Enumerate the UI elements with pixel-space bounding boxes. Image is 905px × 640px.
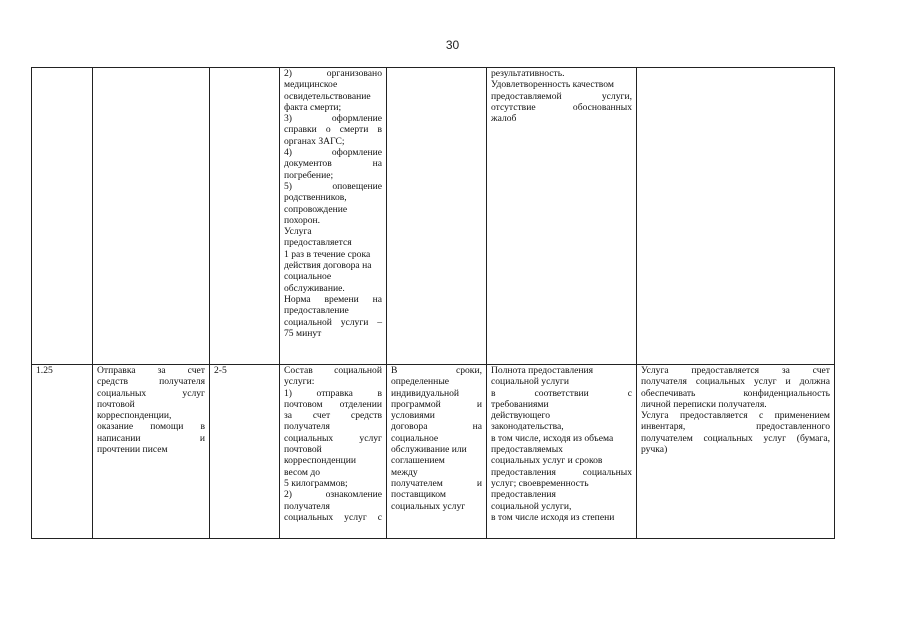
- text-line: обслуживание или: [391, 444, 467, 456]
- text-line: обслуживание.: [284, 282, 345, 294]
- text-line: похорон.: [284, 214, 321, 226]
- text-line: В сроки,: [391, 365, 482, 376]
- text-line: ручка): [641, 444, 668, 456]
- text-line: Состав социальной: [284, 365, 382, 376]
- text-line: предоставление: [284, 305, 349, 317]
- cell-service-name: [93, 365, 210, 539]
- cell-quality-indicators: [487, 68, 637, 365]
- text-line: получателя социальных услуг и должна: [641, 376, 830, 388]
- text-line: медицинское: [284, 79, 338, 91]
- text-line: Отправка за счет: [97, 365, 205, 376]
- text-line: договора на: [391, 421, 482, 433]
- text-line: за счет средств: [284, 410, 382, 422]
- text-line: соглашением: [391, 455, 445, 467]
- text-line: предоставления социальных: [491, 466, 632, 478]
- text-line: Удовлетворенность качеством: [491, 79, 614, 91]
- text-line: 75 минут: [284, 327, 322, 339]
- text-line: законодательства,: [491, 421, 564, 433]
- text-line: Полнота предоставления: [491, 365, 594, 376]
- cell-conditions: [637, 365, 835, 539]
- cell-terms: [387, 365, 487, 539]
- cell-quality-indicators: [487, 365, 637, 539]
- cell-code: 2-5: [210, 365, 280, 539]
- text-line: 2) организовано: [284, 68, 382, 79]
- text-line: в том числе исходя из степени: [491, 511, 615, 523]
- text-line: Услуга предоставляется за счет: [641, 365, 830, 376]
- cell-terms: [387, 68, 487, 365]
- text-line: прочтении писем: [97, 444, 168, 456]
- text-line: факта смерти;: [284, 101, 342, 113]
- text-line: погребение;: [284, 169, 334, 181]
- text-line: 5) оповещение: [284, 180, 382, 192]
- table-row: [32, 365, 835, 539]
- text-line: социальных услуг: [284, 432, 382, 444]
- text-line: почтовой: [97, 398, 135, 410]
- cell-number: 1.25: [32, 365, 93, 539]
- cell-number: [32, 68, 93, 365]
- text-line: получателя: [284, 421, 330, 433]
- cell-service-content: [280, 68, 387, 365]
- text-line: предоставляемых: [491, 444, 563, 456]
- text-line: получателем социальных услуг (бумага,: [641, 432, 830, 444]
- cell-code: [210, 68, 280, 365]
- text-line: услуг; своевременность: [491, 477, 589, 489]
- text-line: документов на: [284, 158, 382, 170]
- text-line: социальное: [284, 271, 332, 283]
- text-line: инвентаря, предоставленного: [641, 421, 830, 433]
- text-line: освидетельствование: [284, 90, 371, 102]
- text-line: программой и: [391, 398, 482, 410]
- cell-service-content: [280, 365, 387, 539]
- text-line: услуги:: [284, 376, 315, 388]
- text-line: оказание помощи в: [97, 421, 205, 433]
- text-line: действующего: [491, 410, 551, 422]
- text-line: получателя: [284, 500, 330, 512]
- text-line: 3) оформление: [284, 113, 382, 125]
- text-line: сопровождение: [284, 203, 348, 215]
- text-line: корреспонденции: [284, 455, 357, 467]
- text-line: личной переписки получателя.: [641, 398, 767, 410]
- text-line: поставщиком: [391, 489, 446, 501]
- text-line: отсутствие обоснованных: [491, 101, 632, 113]
- page-number: 30: [445, 38, 460, 52]
- text-line: в том числе, исходя из объема: [491, 432, 614, 444]
- text-line: справки о смерти в: [284, 124, 382, 136]
- text-line: условиями: [391, 410, 435, 422]
- text-line: требованиями: [491, 398, 549, 410]
- text-line: 2) ознакомление: [284, 489, 382, 501]
- text-line: Услуга: [284, 226, 312, 238]
- text-line: социальных услуг с: [284, 511, 382, 523]
- text-line: определенные: [391, 376, 450, 388]
- text-line: весом до: [284, 466, 320, 478]
- text-line: между: [391, 466, 418, 478]
- text-line: социальных услуг и сроков: [491, 455, 603, 467]
- text-line: индивидуальной: [391, 387, 460, 399]
- text-line: написании и: [97, 432, 205, 444]
- text-line: 5 килограммов;: [284, 477, 348, 489]
- text-line: социальной услуги,: [491, 500, 572, 512]
- text-line: 1 раз в течение срока: [284, 248, 371, 260]
- text-line: почтовом отделении: [284, 398, 382, 410]
- text-line: социальных услуг: [97, 387, 205, 399]
- text-line: родственников,: [284, 192, 347, 204]
- text-line: получателем и: [391, 477, 482, 489]
- text-line: жалоб: [491, 113, 517, 125]
- text-line: почтовой: [284, 444, 322, 456]
- text-line: предоставляемой услуги,: [491, 90, 632, 102]
- cell-conditions: [637, 68, 835, 365]
- text-line: обеспечивать конфиденциальность: [641, 387, 830, 399]
- table-row: [32, 68, 835, 365]
- text-line: корреспонденции,: [97, 410, 172, 422]
- text-line: предоставления: [491, 489, 556, 501]
- text-line: социальных услуг: [391, 500, 466, 512]
- text-line: 1) отправка в: [284, 387, 382, 399]
- services-table: [31, 67, 835, 539]
- text-line: социальной услуги: [491, 376, 570, 388]
- text-line: в соответствии с: [491, 387, 632, 399]
- text-line: действия договора на: [284, 260, 372, 272]
- text-line: средств получателя: [97, 376, 205, 388]
- cell-service-name: [93, 68, 210, 365]
- text-line: социальное: [391, 432, 439, 444]
- text-line: 4) оформление: [284, 147, 382, 159]
- text-line: Норма времени на: [284, 293, 382, 305]
- text-line: органах ЗАГС;: [284, 135, 345, 147]
- text-line: Услуга предоставляется с применением: [641, 410, 830, 422]
- text-line: результативность.: [491, 68, 565, 79]
- text-line: социальной услуги –: [284, 316, 382, 328]
- text-line: предоставляется: [284, 237, 352, 249]
